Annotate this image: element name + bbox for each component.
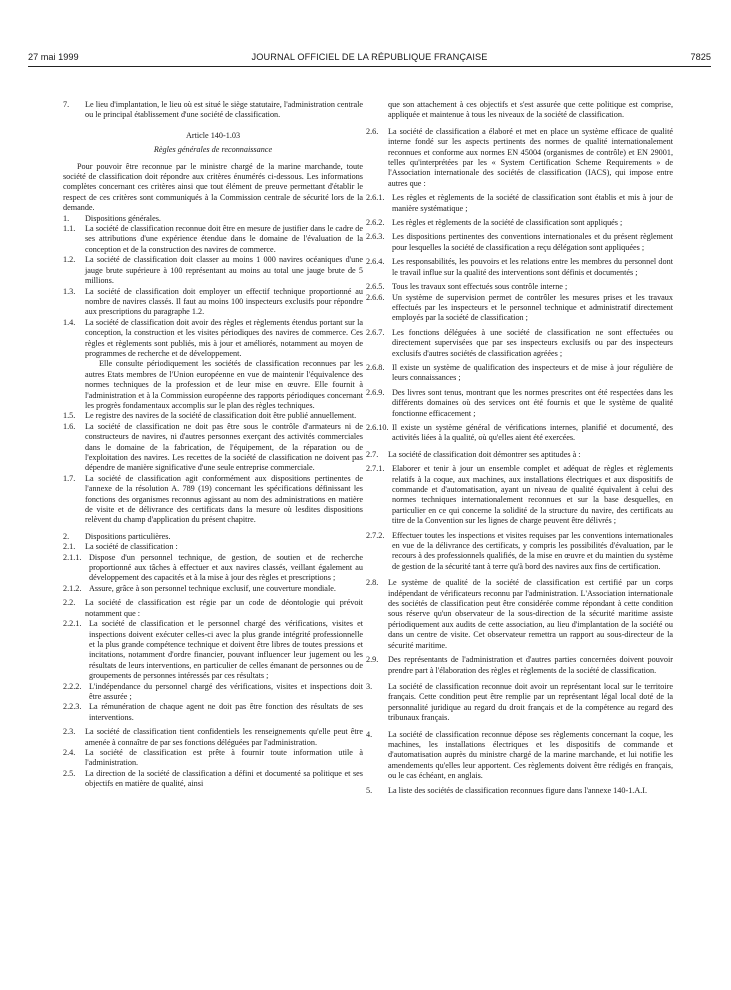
list-item: 2.6. La société de classification a élaboré et met en place un système efficace de qualité interne fondé sur les aspects pertinents des normes de qualité internationalement reconnues et conforme aux normes EN 45004 (organismes de contrôle) et EN 29001, telles qu'interprétées par les « System Certification Scheme Requirements » de l'Association internationale des sociétés de classification (IACS), qui impose entre autres que : — [366, 126, 673, 188]
list-item: 2.6.3. Les dispositions pertinentes des conventions internationales et du présent règlement pour lesquelles la société de classification a reçu délégation sont appliquées ; — [366, 232, 673, 252]
header-rule — [28, 66, 711, 67]
right-column — [366, 100, 673, 796]
header-page-number: 7825 — [690, 52, 711, 62]
list-item: 2.6.7. Les fonctions déléguées à une société de classification ne sont effectuées ou directement supervisées que par ses inspecteurs exclusifs ou par des inspecteurs exclusifs d'autres sociétés de classification agréées ; — [366, 327, 673, 358]
list-item: 2.2.1. La société de classification et le personnel chargé des vérifications, visites et inspections doivent exécuter celles-ci avec la plus grande intégrité professionnelle et la plus grande compétence technique et doivent être libres de toutes pressions et incitations, notamment d'ordre financier, pouvant influencer leur jugement ou les résultats de leurs interventions, en particulier de celles émanant de personnes ou de groupements de personnes intéressés par ces résultats ; — [63, 619, 363, 681]
list-item: 3. La société de classification reconnue doit avoir un représentant local sur le territoire français. Cette condition peut être remplie par un représentant légal local doté de la personnalité juridique au regard du droit français et de la compétence au regard des tribunaux français. — [366, 681, 673, 723]
list-item: 2.2. La société de classification est régie par un code de déontologie qui prévoit notamment que : — [63, 598, 363, 618]
list-item: 1.6. La société de classification ne doit pas être sous le contrôle d'armateurs ni de constructeurs de navires, ni d'autres personnes exerçant des activités commerciales dans le domaine de la fabrication, de l'équipement, de la réparation ou de l'exploitation des navires. Les recettes de la société de classification ne doivent pas dépendre de manière significative d'une seule entreprise commerciale. — [63, 421, 363, 473]
list-item: 2.6.9. Des livres sont tenus, montrant que les normes prescrites ont été respectées dans les différents domaines où des services ont été fournis et que le système de qualité fonctionne efficacement ; — [366, 387, 673, 418]
list-item: 5. La liste des sociétés de classification reconnues figure dans l'annexe 140-1.A.I. — [366, 785, 648, 795]
header-date: 27 mai 1999 — [28, 52, 79, 62]
list-item: 1.3. La société de classification doit employer un effectif technique proportionné au nombre de navires classés. Il faut au moins 100 inspecteurs exclusifs pour répondre aux prescriptions du paragraphe 1.2. — [63, 286, 363, 317]
list-item: 2.7.1. Elaborer et tenir à jour un ensemble complet et adéquat de règles et règlements relatifs à la coque, aux machines, aux installations électriques et aux dispositifs de commande et d'automatisation, ayant un niveau de qualité équivalent à celui des normes techniques internationalement reconnues et sur la base desquelles, en particulier en ce qui concerne la solidité de la structure du navire, des certificats au titre de la Convention sur les lignes de charge peuvent être délivrés ; — [366, 464, 673, 526]
list-item: 2.2.2. L'indépendance du personnel chargé des vérifications, visites et inspections doit être assurée ; — [63, 681, 363, 701]
list-item-continuation: Elle consulte périodiquement les sociétés de classification reconnues par les autres Etats membres de l'Union européenne en vue de maintenir l'équivalence des normes techniques de la profession et de leur mise en œuvre. Elle fournit à l'administration et à la Commission européenne des rapports périodiques concernant les progrès fondamentaux accomplis sur le plan des règles techniques. — [85, 359, 363, 410]
list-item: 2.1.2. Assure, grâce à son personnel technique exclusif, une couverture mondiale. — [63, 583, 336, 593]
list-item: 1.5. Le registre des navires de la société de classification doit être publié annuellement. — [63, 411, 357, 421]
article-title: Article 140-1.03 — [185, 130, 241, 140]
header-journal-title: JOURNAL OFFICIEL DE LA RÉPUBLIQUE FRANÇAISE — [251, 52, 488, 62]
list-item: 2.6.1. Les règles et règlements de la société de classification sont établis et mis à jour de manière systématique ; — [366, 193, 673, 213]
section-heading: 1. Dispositions générales. — [63, 213, 161, 223]
list-item-continuation: que son attachement à ces objectifs et s'est assurée que cette politique est comprise, appliquée et maintenue à tous les niveaux de la société de classification. — [388, 100, 673, 120]
list-item: 2.6.8. Il existe un système de qualification des inspecteurs et de mise à jour régulière de leurs connaissances ; — [366, 362, 673, 383]
list-item: 1.1. La société de classification reconnue doit être en mesure de justifier dans le cadre de ses attributions d'une expérience étendue dans le domaine de l'évaluation de la conception et de la construction des navires de commerce. — [63, 224, 363, 254]
list-item: 1.7. La société de classification agit conformément aux dispositions pertinentes de l'annexe de la résolution A. 789 (19) concernant les spécifications définissant les fonctions des organismes reconnus agissant au nom des administrations en matière de visite et de délivrance des certificats dans la mesure où lesdites dispositions relèvent du champ d'application du présent chapitre. — [63, 473, 363, 525]
list-item: 4. La société de classification reconnue dépose ses règlements concernant la coque, les machines, les installations électriques et les dispositifs de commande et d'automatisation auprès du ministre chargé de la marine marchande, et lui notifie les amendements qu'elles leur apportent. Ces règlements doivent être rédigés en français, ou le cas échéant, en anglais. — [366, 729, 673, 781]
list-item: 2.6.2. Les règles et règlements de la société de classification sont appliqués ; — [366, 218, 623, 228]
list-item: 2.6.10. Il existe un système général de vérifications internes, planifié et documenté, des activités liées à la qualité, où qu'elles aient été exercées. — [366, 422, 673, 443]
list-item: 1.4. La société de classification doit avoir des règles et règlements étendus portant sur la conception, la construction et les visites périodiques des navires de commerce. Ces règles et règlements sont publiés, mis à jour et améliorés, notamment au moyen de programmes de recherche et de développement. — [63, 317, 363, 358]
list-item: 2.2.3. La rémunération de chaque agent ne doit pas être fonction des résultats de ses interventions. — [63, 702, 363, 722]
list-item: 2.3. La société de classification tient confidentiels les renseignements qu'elle peut être amenée à connaître de par ses fonctions déléguées par l'administration. — [63, 727, 363, 747]
list-item: 2.6.6. Un système de supervision permet de contrôler les mesures prises et les travaux effectués par les inspecteurs et le personnel technique et administratif directement employés par la société de classification ; — [366, 292, 673, 323]
list-item: 2.8. Le système de qualité de la société de classification est certifié par un corps indépendant de vérificateurs reconnu par l'administration. L'Association internationale des sociétés de classification peut être considérée comme répondant à cette condition sous réserve qu'un observateur de la sous-direction de la sécurité maritime assiste périodiquement aux audits de cette association, au lieu d'implantation de la société ou dans un centre de visite. Cet observateur remettra un rapport au sous-directeur de la sécurité maritime. — [366, 578, 673, 650]
list-item: 2.9. Des représentants de l'administration et d'autres parties concernées doivent pouvoir prendre part à l'élaboration des règles et règlements de la société de classification. — [366, 655, 673, 675]
list-item: 2.7. La société de classification doit démontrer ses aptitudes à : — [366, 449, 581, 459]
article-subtitle: Règles générales de reconnaissance — [153, 145, 273, 155]
list-item: 2.1. La société de classification : — [63, 542, 178, 552]
list-item: 2.7.2. Effectuer toutes les inspections et visites requises par les conventions internationales en vue de la délivrance des certificats, y compris les possibilités d'évaluation, par le recours à des professionnels qualifiés, de la mise en œuvre et du maintien du système de gestion de la sécurité tant à terre qu'à bord des navires aux fins de certification. — [366, 530, 673, 571]
list-item: 2.6.4. Les responsabilités, les pouvoirs et les relations entre les membres du personnel dont le travail influe sur la qualité des interventions sont définis et documentés ; — [366, 257, 673, 277]
intro-paragraph: Pour pouvoir être reconnue par le ministre chargé de la marine marchande, toute société de classification doit répondre aux critères énumérés ci-dessous. Les informations complètes concernant ces critères ainsi que tout élément de preuve permettant d'établir le respect de ces critères sont communiqués à la Commission centrale de sécurité lors de la demande. — [63, 161, 363, 213]
page-header — [28, 50, 711, 64]
list-item: 1.2. La société de classification doit classer au moins 1 000 navires océaniques d'une jauge brute supérieure à 100 représentant au moins au total une jauge brute de 5 millions. — [63, 255, 363, 286]
list-item: 7. Le lieu d'implantation, le lieu où est situé le siège statutaire, l'administration centrale ou le principal établissement d'une société de classification. — [63, 100, 363, 120]
left-column — [63, 100, 363, 790]
list-item: 2.6.5. Tous les travaux sont effectués sous contrôle interne ; — [366, 282, 568, 292]
list-item: 2.1.1. Dispose d'un personnel technique, de gestion, de soutien et de recherche proportionné aux tâches à effectuer et aux navires classés, veillant également au développement des capacités et à la mise à jour des règles et prescriptions ; — [63, 552, 363, 583]
section-heading: 2. Dispositions particulières. — [63, 531, 171, 541]
list-item: 2.4. La société de classification est prête à fournir toute information utile à l'administration. — [63, 747, 363, 768]
list-item: 2.5. La direction de la société de classification a défini et documenté sa politique et ses objectifs en matière de qualité, ainsi — [63, 768, 363, 789]
